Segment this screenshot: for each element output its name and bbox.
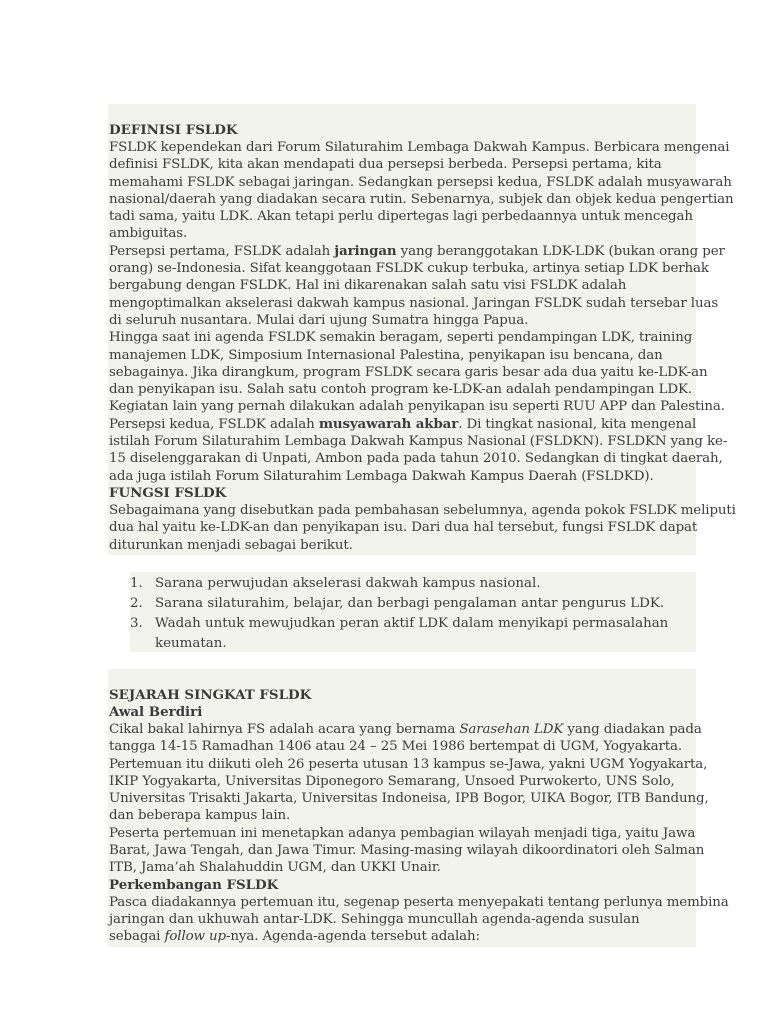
fungsi-heading: FUNGSI FSLDK [109,484,227,501]
sejarah-paragraph-3: Pasca diadakannya pertemuan itu, segenap peserta menyepakati tentang perlunya membina jaringan dan ukhuwah antar-LDK. Sehingga muncullah agenda-agenda susulan sebagai follow up-nya. Agenda-agenda tersebut adalah: [109,894,729,945]
list-item: 3. Wadah untuk mewujudkan peran aktif LDK dalam menyikapi permasalahan keumatan. [130,616,669,651]
fungsi-paragraph: Sebagaimana yang disebutkan pada pembahasan sebelumnya, agenda pokok FSLDK meliputi dua hal yaitu ke-LDK-an dan penyikapan isu. Dari dua hal tersebut, fungsi FSLDK dapat diturunkan menjadi sebagai berikut. [109,502,736,553]
definisi-paragraph-4: Persepsi kedua, FSLDK adalah musyawarah akbar. Di tingkat nasional, kita mengenal istilah Forum Silaturahim Lembaga Dakwah Kampus Nasional (FSLDKN). FSLDKN yang ke- 15 diselenggarakan di Unpati, Ambon pada pada tahun 2010. Sedangkan di tingkat daerah, ada juga istilah Forum Silaturahim Lembaga Dakwah Kampus Daerah (FSLDKD). [109,415,728,484]
sejarah-paragraph-2: Peserta pertemuan ini menetapkan adanya pembagian wilayah menjadi tiga, yaitu Jawa Barat, Jawa Tengah, dan Jawa Timur. Masing-masing wilayah dikoordinatori oleh Salman ITB, Jama’ah Shalahuddin UGM, dan UKKI Unair. [109,825,705,876]
sejarah-section [108,669,729,947]
awal-berdiri-subheading: Awal Berdiri [109,704,203,720]
list-item: 2. Sarana silaturahim, belajar, dan berbagi pengalaman antar pengurus LDK. [130,596,665,611]
list-item: 1. Sarana perwujudan akselerasi dakwah kampus nasional. [130,576,541,591]
definisi-section [108,104,736,555]
fungsi-list [130,574,696,654]
follow-up-term: follow up [164,929,226,945]
definisi-paragraph-3: Hingga saat ini agenda FSLDK semakin beragam, seperti pendampingan LDK, training manajemen LDK, Simposium Internasional Palestina, penyikapan isu bencana, dan sebagainya. Jika dirangkum, program FSLDK secara garis besar ada dua yaitu ke-LDK-an dan penyikapan isu. Salah satu contoh program ke-LDK-an adalah pendampingan LDK. Kegiatan lain yang pernah dilakukan adalah penyikapan isu seperti RUU APP dan Palestina. [109,330,725,415]
musyawarah-akbar-term: musyawarah akbar [318,415,459,432]
jaringan-term: jaringan [334,242,397,259]
definisi-paragraph-2: Persepsi pertama, FSLDK adalah jaringan yang beranggotakan LDK-LDK (bukan orang per orang) se-Indonesia. Sifat keanggotaan FSLDK cukup terbuka, artinya setiap LDK berhak bergabung dengan FSLDK. Hal ini dikarenakan salah satu visi FSLDK adalah mengoptimalkan akselerasi dakwah kampus nasional. Jaringan FSLDK sudah tersebar luas di seluruh nusantara. Mulai dari ujung Sumatra hingga Papua. [109,242,725,328]
fungsi-list-section [130,572,696,652]
definisi-paragraph-1: FSLDK kependekan dari Forum Silaturahim Lembaga Dakwah Kampus. Berbicara mengenai definisi FSLDK, kita akan mendapati dua persepsi berbeda. Persepsi pertama, kita memahami FSLDK sebagai jaringan. Sedangkan persepsi kedua, FSLDK adalah musyawarah nasional/daerah yang diadakan secara rutin. Sebenarnya, subjek dan objek kedua pengertian tadi sama, yaitu LDK. Akan tetapi perlu dipertegas lagi perbedaannya untuk mencegah ambiguitas. [109,140,734,242]
sarasehan-ldk-term: Sarasehan LDK [459,722,564,737]
perkembangan-subheading: Perkembangan FSLDK [109,876,279,893]
sejarah-heading: SEJARAH SINGKAT FSLDK [109,687,312,703]
sejarah-paragraph-1: Cikal bakal lahirnya FS adalah acara yang bernama Sarasehan LDK yang diadakan pada tangga 14-15 Ramadhan 1406 atau 24 – 25 Mei 1986 bertempat di UGM, Yogyakarta. Pertemuan itu diikuti oleh 26 peserta utusan 13 kampus se-Jawa, yakni UGM Yogyakarta, IKIP Yogyakarta, Universitas Diponegoro Semarang, Unsoed Purwokerto, UNS Solo, Universitas Trisakti Jakarta, Universitas Indoneisa, IPB Bogor, UIKA Bogor, ITB Bandung, dan beberapa kampus lain. [109,722,709,824]
definisi-heading: DEFINISI FSLDK [109,122,238,138]
